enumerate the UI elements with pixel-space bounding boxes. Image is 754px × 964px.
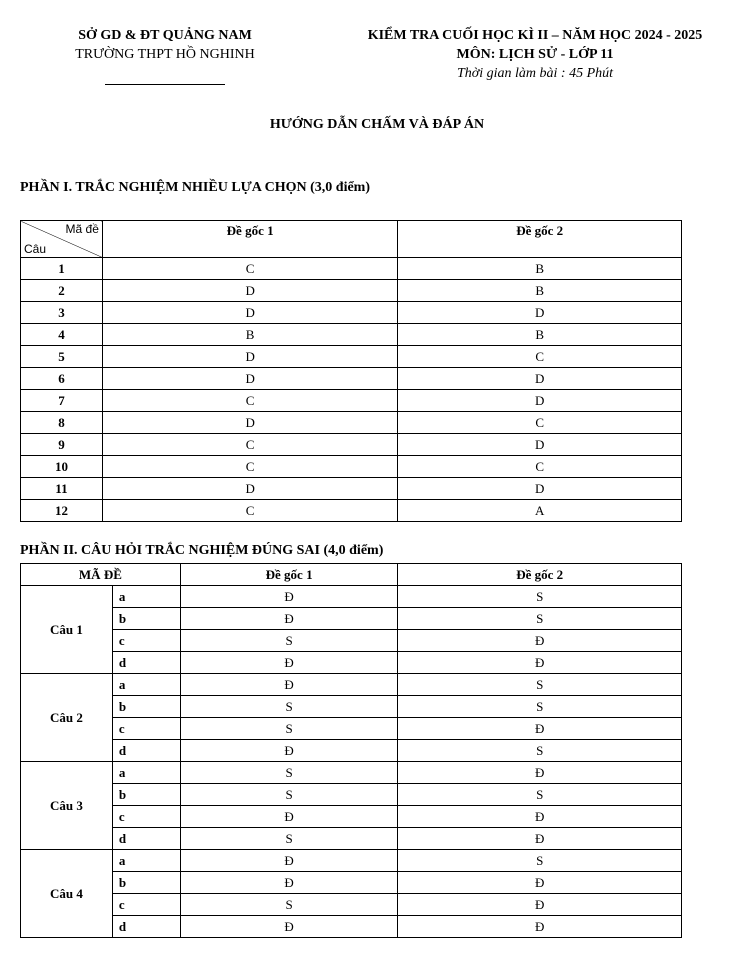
part2-heading: PHẦN II. CÂU HỎI TRẮC NGHIỆM ĐÚNG SAI (4,0 điểm) xyxy=(20,543,384,558)
question-label: Câu 4 xyxy=(21,850,113,938)
table-row xyxy=(21,652,682,674)
table-row xyxy=(21,762,682,784)
question-number: 12 xyxy=(21,500,103,522)
answer-de-goc-2: S xyxy=(398,850,682,872)
sub-question-letter: c xyxy=(112,806,180,828)
answer-de-goc-1: S xyxy=(180,696,398,718)
answer-de-goc-1: B xyxy=(102,324,398,346)
answer-de-goc-1: S xyxy=(180,630,398,652)
table-row xyxy=(21,872,682,894)
table-row xyxy=(21,586,682,608)
table-row xyxy=(21,828,682,850)
sub-question-letter: b xyxy=(112,608,180,630)
answer-de-goc-1: Đ xyxy=(180,652,398,674)
table-row xyxy=(21,696,682,718)
answer-de-goc-2: Đ xyxy=(398,828,682,850)
answer-de-goc-1: Đ xyxy=(180,674,398,696)
department-name: SỞ GD & ĐT QUẢNG NAM xyxy=(78,28,252,43)
answer-de-goc-2: S xyxy=(398,784,682,806)
time-line: Thời gian làm bài : 45 Phút xyxy=(456,66,614,81)
sub-question-letter: c xyxy=(112,718,180,740)
answer-de-goc-2: D xyxy=(398,478,682,500)
answer-de-goc-1: C xyxy=(102,456,398,478)
answer-de-goc-2: S xyxy=(398,674,682,696)
question-number: 10 xyxy=(21,456,103,478)
answer-de-goc-2: B xyxy=(398,324,682,346)
table-row xyxy=(21,258,682,280)
table-row xyxy=(21,324,682,346)
answer-de-goc-2: A xyxy=(398,500,682,522)
table-row xyxy=(21,368,682,390)
part2-col1-header: Đề gốc 1 xyxy=(180,564,398,586)
answer-de-goc-1: Đ xyxy=(180,608,398,630)
answer-de-goc-1: D xyxy=(102,368,398,390)
table-row xyxy=(21,390,682,412)
answer-de-goc-1: S xyxy=(180,762,398,784)
table-row xyxy=(21,500,682,522)
answer-de-goc-1: D xyxy=(102,280,398,302)
answer-de-goc-2: D xyxy=(398,302,682,324)
header-divider xyxy=(105,84,225,85)
sub-question-letter: d xyxy=(112,828,180,850)
sub-question-letter: a xyxy=(112,850,180,872)
answer-de-goc-2: S xyxy=(398,696,682,718)
question-number: 11 xyxy=(21,478,103,500)
table-row xyxy=(21,434,682,456)
subject-line: MÔN: LỊCH SỬ - LỚP 11 xyxy=(456,47,614,62)
part1-col2-header: Đề gốc 2 xyxy=(398,221,682,258)
answer-de-goc-2: C xyxy=(398,412,682,434)
answer-de-goc-1: Đ xyxy=(180,872,398,894)
part1-header-row xyxy=(21,221,682,258)
question-number: 8 xyxy=(21,412,103,434)
answer-de-goc-1: C xyxy=(102,390,398,412)
table-row xyxy=(21,608,682,630)
table-row xyxy=(21,894,682,916)
table-row xyxy=(21,412,682,434)
answer-de-goc-2: C xyxy=(398,456,682,478)
answer-de-goc-1: C xyxy=(102,434,398,456)
answer-de-goc-1: S xyxy=(180,718,398,740)
answer-de-goc-2: D xyxy=(398,434,682,456)
answer-de-goc-2: Đ xyxy=(398,916,682,938)
part1-col1-header: Đề gốc 1 xyxy=(102,221,398,258)
part2-code-header: MÃ ĐỀ xyxy=(21,564,181,586)
answer-de-goc-2: B xyxy=(398,280,682,302)
table-row xyxy=(21,280,682,302)
answer-de-goc-2: Đ xyxy=(398,630,682,652)
question-label: Câu 1 xyxy=(21,586,113,674)
table-row xyxy=(21,850,682,872)
table-row xyxy=(21,740,682,762)
sub-question-letter: d xyxy=(112,652,180,674)
table-row xyxy=(21,302,682,324)
answer-de-goc-2: B xyxy=(398,258,682,280)
answer-de-goc-1: C xyxy=(102,500,398,522)
answer-de-goc-1: S xyxy=(180,828,398,850)
answer-de-goc-2: S xyxy=(398,586,682,608)
answer-de-goc-1: D xyxy=(102,346,398,368)
answer-de-goc-1: D xyxy=(102,302,398,324)
answer-de-goc-1: D xyxy=(102,478,398,500)
table-row xyxy=(21,784,682,806)
sub-question-letter: b xyxy=(112,872,180,894)
school-name: TRƯỜNG THPT HỒ NGHINH xyxy=(75,47,255,62)
sub-question-letter: a xyxy=(112,674,180,696)
sub-question-letter: d xyxy=(112,740,180,762)
part2-col2-header: Đề gốc 2 xyxy=(398,564,682,586)
table-row xyxy=(21,630,682,652)
answer-de-goc-2: Đ xyxy=(398,718,682,740)
answer-de-goc-2: Đ xyxy=(398,872,682,894)
answer-de-goc-2: Đ xyxy=(398,762,682,784)
answer-de-goc-2: Đ xyxy=(398,894,682,916)
exam-title: KIỂM TRA CUỐI HỌC KÌ II – NĂM HỌC 2024 - 2025 xyxy=(367,28,703,43)
table-row xyxy=(21,806,682,828)
question-number: 3 xyxy=(21,302,103,324)
sub-question-letter: c xyxy=(112,894,180,916)
answer-de-goc-2: D xyxy=(398,368,682,390)
question-number: 4 xyxy=(21,324,103,346)
question-number: 2 xyxy=(21,280,103,302)
exam-header xyxy=(330,26,740,83)
corner-bottom-label: Câu xyxy=(24,242,47,256)
answer-de-goc-2: D xyxy=(398,390,682,412)
question-number: 9 xyxy=(21,434,103,456)
table-row xyxy=(21,916,682,938)
answer-de-goc-2: S xyxy=(398,740,682,762)
answer-de-goc-2: C xyxy=(398,346,682,368)
answer-de-goc-2: Đ xyxy=(398,806,682,828)
answer-de-goc-1: Đ xyxy=(180,916,398,938)
table-row xyxy=(21,346,682,368)
part1-answer-table xyxy=(20,220,682,522)
answer-de-goc-1: Đ xyxy=(180,586,398,608)
part2-answer-table xyxy=(20,563,682,938)
answer-de-goc-1: Đ xyxy=(180,850,398,872)
sub-question-letter: b xyxy=(112,784,180,806)
question-label: Câu 2 xyxy=(21,674,113,762)
document-title: HƯỚNG DẪN CHẤM VÀ ĐÁP ÁN xyxy=(269,117,485,132)
corner-cell xyxy=(21,221,103,258)
table-row xyxy=(21,674,682,696)
answer-de-goc-1: S xyxy=(180,784,398,806)
part2-header-row xyxy=(21,564,682,586)
answer-de-goc-1: Đ xyxy=(180,740,398,762)
question-number: 6 xyxy=(21,368,103,390)
question-number: 1 xyxy=(21,258,103,280)
sub-question-letter: b xyxy=(112,696,180,718)
answer-de-goc-1: C xyxy=(102,258,398,280)
question-number: 7 xyxy=(21,390,103,412)
table-row xyxy=(21,456,682,478)
answer-de-goc-1: Đ xyxy=(180,806,398,828)
answer-de-goc-1: D xyxy=(102,412,398,434)
table-row xyxy=(21,718,682,740)
part1-heading: PHẦN I. TRẮC NGHIỆM NHIỀU LỰA CHỌN (3,0 điểm) xyxy=(20,180,371,195)
question-label: Câu 3 xyxy=(21,762,113,850)
sub-question-letter: c xyxy=(112,630,180,652)
table-row xyxy=(21,478,682,500)
corner-top-label: Mã đề xyxy=(65,222,99,236)
answer-de-goc-2: Đ xyxy=(398,652,682,674)
sub-question-letter: a xyxy=(112,762,180,784)
answer-de-goc-1: S xyxy=(180,894,398,916)
sub-question-letter: a xyxy=(112,586,180,608)
sub-question-letter: d xyxy=(112,916,180,938)
school-header xyxy=(40,26,290,64)
answer-de-goc-2: S xyxy=(398,608,682,630)
question-number: 5 xyxy=(21,346,103,368)
